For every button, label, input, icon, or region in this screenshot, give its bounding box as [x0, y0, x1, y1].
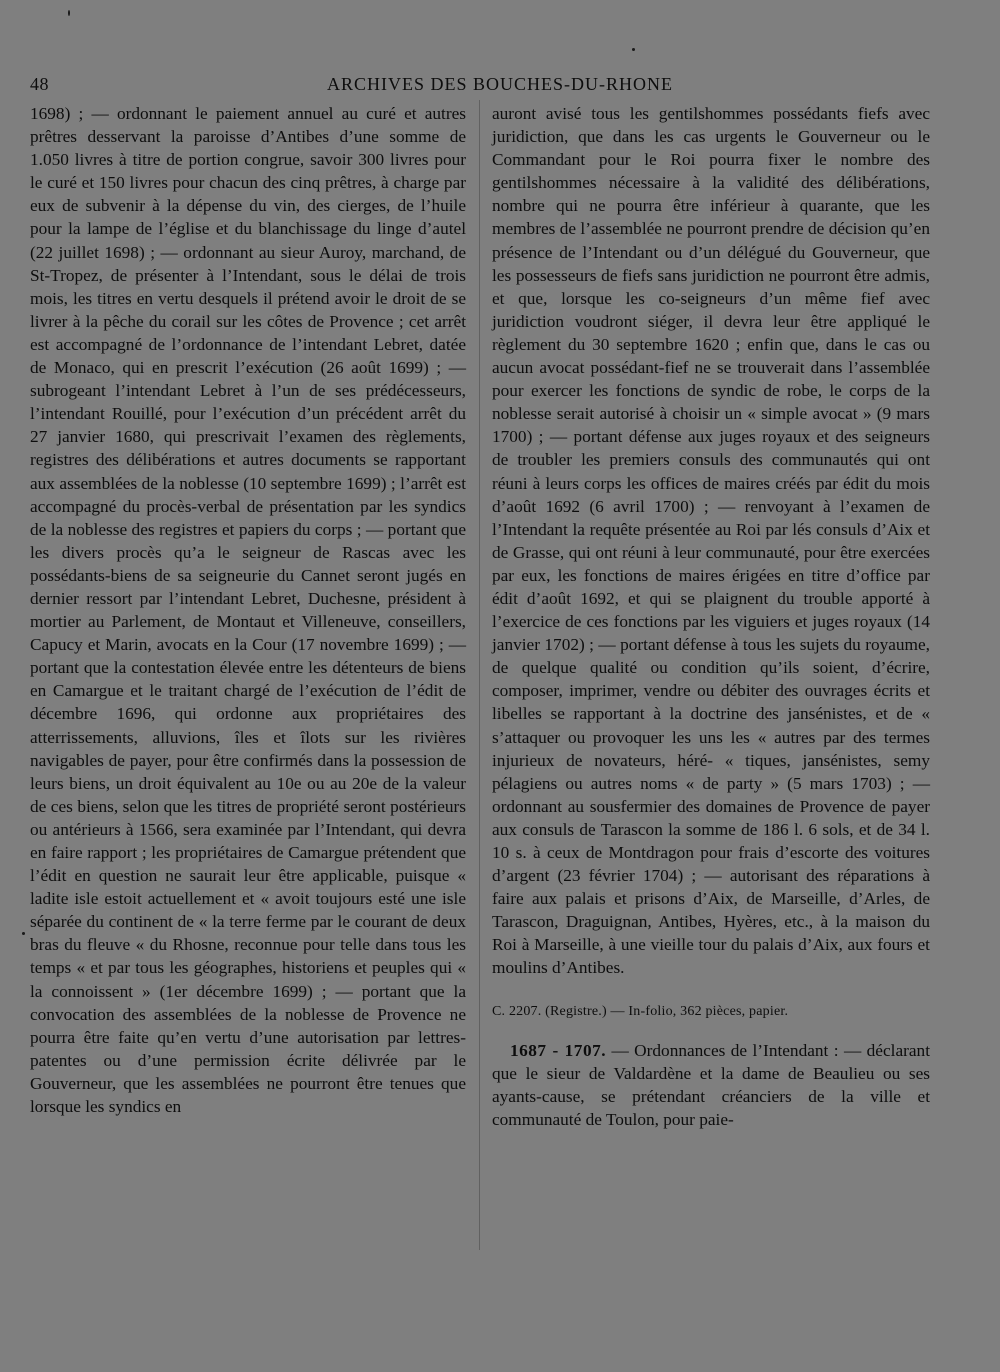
left-column-text: 1698) ; — ordonnant le paiement annuel au curé et autres prêtres desservant la paroisse d’Antibes d’une somme de 1.050 livres à titre de portion congrue, savoir 300 livres pour le curé et 150 livres pour chacun des cinq prêtres, à charge par eux de subvenir à la dépense du vin, des cierges, de l’huile pour la lampe de l’église et du blanchissage du linge d’autel (22 juillet 1698) ; — ordonnant au sieur Auroy, marchand, de St-Tropez, de présenter à l’Intendant, sous le délai de trois mois, les titres en vertu desquels il prétend avoir le droit de se livrer à la pêche du corail sur les côtes de Provence ; cet arrêt est accompagné de l’ordonnance de l’intendant Lebret, datée de Monaco, qui en prescrit l’exécution (26 août 1699) ; — subrogeant l’intendant Lebret à l’un de ses prédécesseurs, l’intendant Rouillé, pour l’exécution d’un précédent arrêt du 27 janvier 1680, qui prescrivait l’examen des règlements, registres des délibérations et autres documents se rapportant aux assemblées de la noblesse (10 septembre 1699) ; l’arrêt est accompagné du procès-verbal de présentation par les syndics de la noblesse des registres et papiers du corps ; — portant que les divers procès qu’a le seigneur de Rascas avec les possédants-biens de sa seigneurie du Cannet seront jugés en dernier ressort par l’intendant Lebret, Duchesne, président à mortier au Parlement, de Montaut et Villeneuve, conseillers, Capucy et Marin, avocats en la Cour (17 novembre 1699) ; — portant que la contestation élevée entre les détenteurs de biens en Camargue et le traitant chargé de l’exécution de l’édit de décembre 1696, qui ordonne aux propriétaires des atterrissements, alluvions, îles et îlots sur les rivières navigables de payer, pour être confirmés dans la possession de leurs biens, un droit équivalent au 10e ou au 20e de la valeur de ces biens, selon que les titres de propriété seront postérieurs ou antérieurs à 1566, sera examinée par l’Intendant, qui devra en faire rapport ; les propriétaires de Camargue prétendent que l’édit en question ne saurait leur être applicable, puisque « ladite isle estoit actuellement et « avoit toujours esté une isle séparée du continent de « la terre ferme par le courant de deux bras du fleuve « du Rhosne, reconnue pour telle dans tous les temps « et par tous les géographes, historiens et peuples qui « la connoissent » (1er décembre 1699) ; — portant que la convocation des assemblées de la noblesse de Provence ne pourra être faite qu’en vertu d’une autorisation par lettres-patentes ou d’une permission écrite délivrée par le Gouverneur, que les assemblées ne pourront être tenues que lorsque les syndics en — [30, 104, 466, 1117]
scan-speck — [632, 48, 635, 51]
scan-speck — [22, 932, 25, 935]
left-column — [30, 102, 466, 1118]
right-column-text: auront avisé tous les gentilshommes possédants fiefs avec juridiction, que dans les cas urgents le Gouverneur ou le Commandant pour le Roi pourra fixer le nombre des gentilshommes nécessaire à la validité des délibérations, nombre qui ne pourra être inférieur à quarante, que les membres de l’assemblée ne pourront prendre de décision qu’en présence de l’Intendant ou d’un délégué du Gouverneur, que les possesseurs de fiefs sans juridiction ne pourront être admis, et que, lorsque les co-seigneurs d’un même fief avec juridiction voudront siéger, il devra leur être appliqué le règlement du 30 septembre 1620 ; enfin que, dans le cas ou aucun avocat possédant-fief ne se trouverait dans l’assemblée pour exercer les fonctions de syndic de robe, le corps de la noblesse serait autorisé à choisir un « simple avocat » (9 mars 1700) ; — portant défense aux juges royaux et des seigneurs de troubler les premiers consuls des communautés qui ont réuni à leurs corps les offices de maires créés par édit du mois d’août 1692 (6 avril 1700) ; — renvoyant à l’examen de l’Intendant la requête présentée au Roi par lés consuls d’Aix et de Grasse, qui ont réuni à leur communauté, pour être exercées par eux, les fonctions de maires érigées en titre d’office par édit d’août 1692, et qui se plaignent du trouble apporté à l’exercice de ces fonctions par les viguiers et juges royaux (14 janvier 1702) ; — portant défense à tous les sujets du royaume, de quelque qualité ou condition qu’ils soient, d’écrire, composer, imprimer, vendre ou débiter des ouvrages écrits et libelles se rapportant à la doctrine des jansénistes, et de « s’attaquer ou provoquer les uns les « autres par des termes injurieux de novateurs, héré- « tiques, jansénistes, semy pélagiens ou autres noms « de party » (5 mars 1703) ; — ordonnant au sousfermier des domaines de Provence de payer aux consuls de Tarascon la somme de 186 l. 6 sols, et de 34 l. 10 s. à ceux de Montdragon pour frais d’escorte des voitures d’argent (23 février 1704) ; — autorisant des réparations à faire aux palais et prisons d’Aix, de Marseille, d’Arles, de Tarascon, Draguignan, Antibes, Hyères, etc., à la maison du Roi à Marseille, à une vieille tour du palais d’Aix, aux fours et moulins d’Antibes. — [492, 104, 930, 978]
archive-reference: C. 2207. (Registre.) — In-folio, 362 pièces, papier. — [492, 1003, 789, 1019]
entry-text: — Ordonnances de l’Intendant : — déclarant que le sieur de Valdardène et la dame de Beaulieu ou ses ayants-cause, se prétendant créanciers de la ville et communauté de Toulon, pour paie- — [492, 1040, 930, 1129]
entry-date: 1687 - 1707. — [510, 1040, 607, 1060]
scan-speck — [68, 10, 70, 16]
entry-paragraph — [492, 1039, 930, 1131]
right-column — [492, 102, 930, 1131]
page-number: 48 — [30, 74, 49, 94]
running-head-title: ARCHIVES DES BOUCHES-DU-RHONE — [326, 74, 673, 94]
column-divider — [479, 100, 480, 1250]
